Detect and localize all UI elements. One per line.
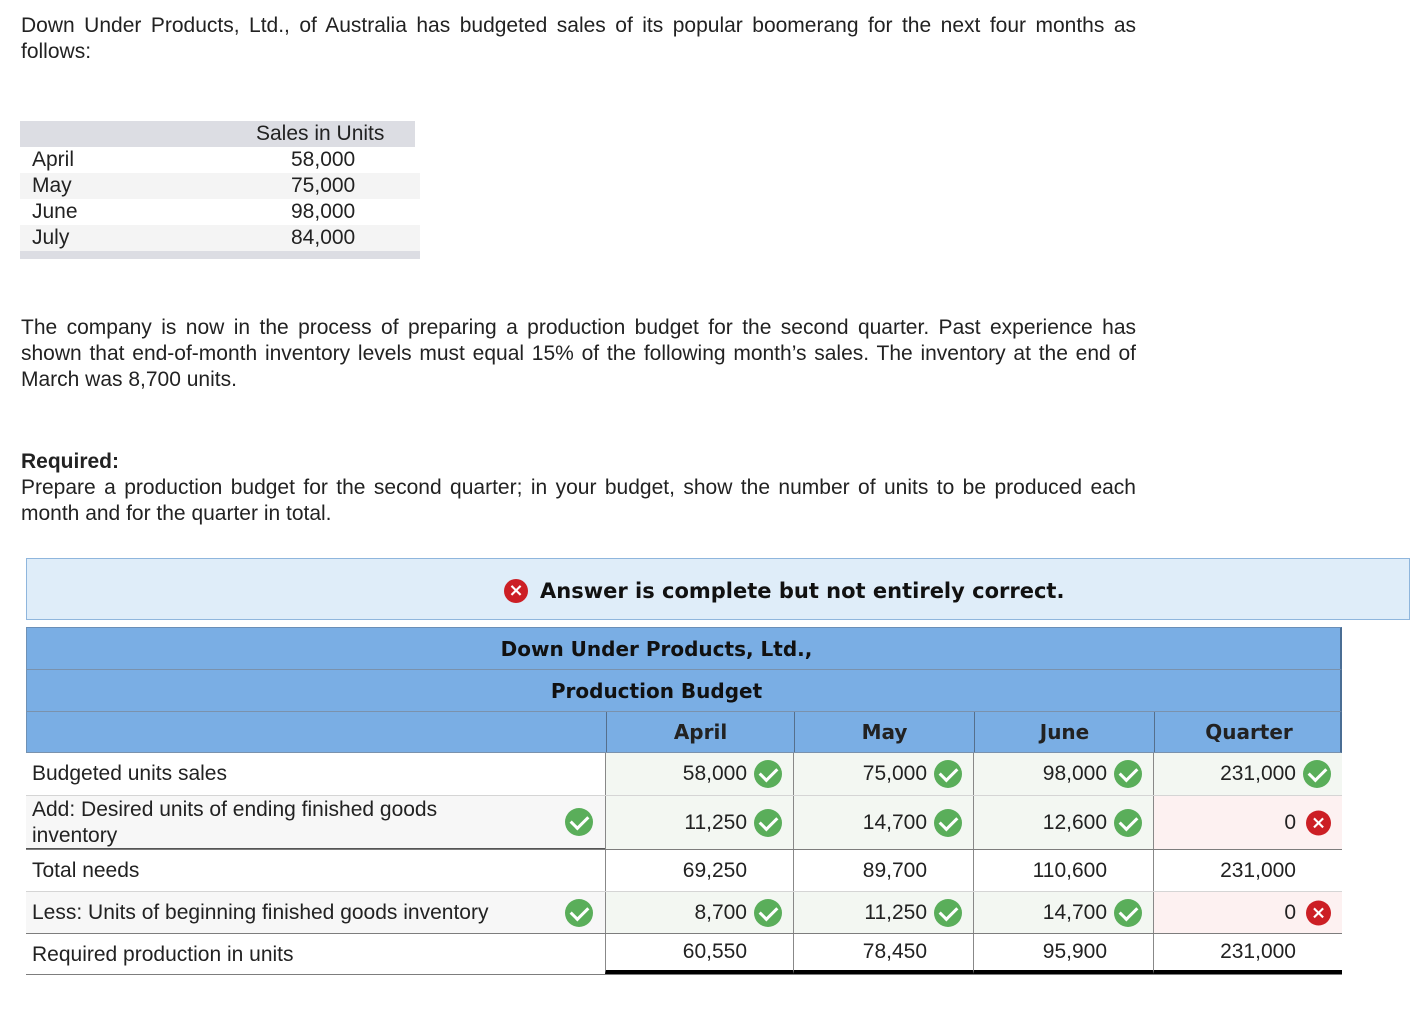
cell-value: 231,000 (1220, 858, 1296, 882)
budget-title (26, 669, 1342, 711)
cell-value: 231,000 (1220, 940, 1296, 963)
table-row (26, 795, 1342, 849)
cell-value: 0 (1284, 900, 1296, 924)
check-icon (1303, 760, 1331, 788)
may-input[interactable] (793, 796, 973, 849)
row-label: Add: Desired units of ending finished goods inventory (32, 798, 438, 847)
cell-value: 75,000 (862, 762, 927, 785)
sales-row (20, 225, 420, 251)
sales-units: 84,000 (291, 226, 356, 249)
april-total (605, 850, 793, 891)
sales-month: June (32, 200, 78, 223)
production-budget-table (26, 627, 1342, 975)
cell-value: 60,550 (682, 940, 747, 963)
cell-value: 0 (1284, 810, 1296, 834)
cell-value: 95,900 (1042, 940, 1107, 963)
sales-table-footer (20, 251, 420, 259)
sales-table-header (20, 121, 415, 147)
header-blank (27, 712, 606, 752)
check-icon (754, 899, 782, 927)
x-icon: × (1306, 810, 1331, 835)
cell-value: 8,700 (694, 900, 747, 924)
check-icon (565, 808, 593, 836)
column-header-april: April (606, 712, 794, 752)
cell-value: 11,250 (684, 810, 747, 834)
check-icon (1114, 899, 1142, 927)
table-row (26, 753, 1342, 795)
row-label: Required production in units (32, 943, 294, 966)
x-icon: × (1306, 900, 1331, 925)
april-production (605, 934, 793, 974)
column-header-may: May (794, 712, 974, 752)
quarter-production (1153, 934, 1342, 974)
x-icon: × (504, 579, 528, 603)
context-paragraph: The company is now in the process of preparing a production budget for the second quarter. Past experience has shown that end-of-month inventory levels must equal 15% of the following month’s sales. The inventory at the end of March was 8,700 units. (21, 316, 1136, 391)
sales-header-label: Sales in Units (256, 122, 385, 145)
budget-column-headers (26, 711, 1342, 753)
check-icon (934, 760, 962, 788)
row-label-cell[interactable] (26, 796, 605, 849)
intro-paragraph: Down Under Products, Ltd., of Australia has budgeted sales of its popular boomerang for the next four months as follows: (21, 14, 1136, 63)
company-name: Down Under Products, Ltd., (500, 637, 813, 661)
cell-value: 12,600 (1042, 810, 1107, 834)
sales-units: 58,000 (291, 148, 356, 171)
cell-value: 14,700 (1042, 900, 1107, 924)
cell-value: 110,600 (1032, 858, 1107, 882)
sales-units: 75,000 (291, 174, 356, 197)
quarter-total (1153, 850, 1342, 891)
june-total (973, 850, 1153, 891)
cell-value: 98,000 (1042, 762, 1107, 785)
row-label: Total needs (32, 859, 140, 882)
june-production (973, 934, 1153, 974)
sales-row (20, 199, 420, 225)
june-input[interactable] (973, 892, 1153, 933)
may-production (793, 934, 973, 974)
check-icon (1114, 760, 1142, 788)
cell-value: 89,700 (862, 858, 927, 882)
answer-status-banner (26, 558, 1410, 620)
check-icon (565, 899, 593, 927)
row-label: Less: Units of beginning finished goods inventory (32, 901, 489, 924)
table-row (26, 933, 1342, 975)
column-header-june: June (974, 712, 1154, 752)
check-icon (754, 809, 782, 837)
quarter-input[interactable] (1153, 753, 1342, 795)
sales-month: April (32, 148, 75, 171)
check-icon (934, 899, 962, 927)
sales-row (20, 147, 420, 173)
budget-company-title (26, 627, 1342, 669)
cell-value: 78,450 (862, 940, 927, 963)
sales-table (20, 121, 420, 259)
column-header-quarter: Quarter (1154, 712, 1343, 752)
budget-name: Production Budget (550, 679, 763, 703)
row-label-cell[interactable] (26, 892, 605, 933)
table-row (26, 891, 1342, 933)
april-input[interactable] (605, 796, 793, 849)
required-heading: Required: (21, 450, 120, 473)
answer-status-message: Answer is complete but not entirely correct. (540, 579, 1065, 603)
april-input[interactable] (605, 753, 793, 795)
cell-value: 231,000 (1220, 762, 1296, 785)
june-input[interactable] (973, 753, 1153, 795)
sales-row (20, 173, 420, 199)
cell-value: 11,250 (864, 900, 927, 924)
sales-units: 98,000 (291, 200, 356, 223)
sales-month: May (32, 174, 72, 197)
table-row (26, 849, 1342, 891)
cell-value: 14,700 (862, 810, 927, 834)
check-icon (934, 809, 962, 837)
may-input[interactable] (793, 892, 973, 933)
required-paragraph: Prepare a production budget for the second quarter; in your budget, show the number of units to be produced each month and for the quarter in total. (21, 476, 1136, 525)
row-label: Budgeted units sales (32, 762, 227, 785)
sales-month: July (32, 226, 70, 249)
check-icon (1114, 809, 1142, 837)
quarter-input[interactable] (1153, 796, 1342, 849)
may-input[interactable] (793, 753, 973, 795)
check-icon (754, 760, 782, 788)
quarter-input[interactable] (1153, 892, 1342, 933)
may-total (793, 850, 973, 891)
june-input[interactable] (973, 796, 1153, 849)
april-input[interactable] (605, 892, 793, 933)
cell-value: 58,000 (682, 762, 747, 785)
cell-value: 69,250 (682, 858, 747, 882)
